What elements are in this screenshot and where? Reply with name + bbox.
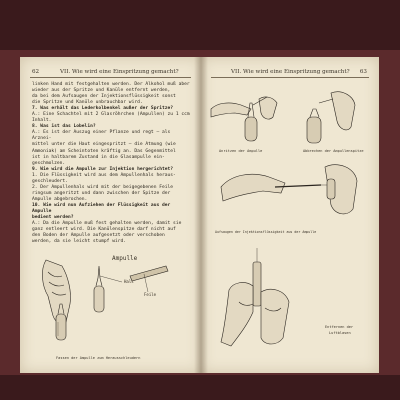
caption-fig2: Abbrechen der Ampullenspitze bbox=[303, 149, 364, 153]
text-line: ist in haltbarem Zustand in die Glasampulle ein- bbox=[32, 154, 165, 160]
label-hals: Hals bbox=[124, 279, 134, 284]
text-line: den Boden der Ampulle aufgesetzt oder verschoben bbox=[32, 233, 165, 239]
caption-fig4-line1: Entfernen der bbox=[325, 325, 354, 329]
left-page bbox=[20, 57, 202, 373]
text-line: A.: Da die Ampulle muß fest gehalten werden, damit sie bbox=[32, 221, 182, 227]
text-line: geschleudert. bbox=[32, 178, 68, 184]
header-rule bbox=[211, 77, 369, 78]
text-line: 9. Wie wird die Ampulle zur Injektion hergerichtet? bbox=[32, 166, 174, 172]
body-text bbox=[32, 82, 191, 245]
ampulle-figure bbox=[26, 252, 196, 362]
aufsaugen-illustration bbox=[215, 157, 365, 227]
right-page bbox=[201, 57, 379, 373]
text-line: 10. Wie wird nun Aufziehen der Flüssigkeit aus der Ampulle bbox=[32, 202, 171, 214]
luftblasen-illustration bbox=[219, 242, 319, 352]
label-feile: Feile bbox=[144, 292, 157, 297]
text-line: Ammoniak) am Scheintoten kräftig an. Das Gegenmittel bbox=[32, 148, 176, 154]
text-line: 7. Was erhält das Lederkolbenkel außer der Spritze? bbox=[32, 106, 174, 112]
text-line: werden, da sie leicht stumpf wird. bbox=[32, 239, 127, 245]
text-line: die Spritze und Kanüle unbrauchbar wird. bbox=[32, 100, 143, 106]
ampulle-illustration bbox=[26, 252, 196, 362]
page-number: 63 bbox=[359, 69, 367, 75]
book-gutter bbox=[194, 57, 208, 373]
text-line: Inhalt. bbox=[32, 118, 52, 124]
abbrechen-illustration bbox=[295, 87, 375, 147]
text-line: 8. Was ist das Lobelin? bbox=[32, 124, 96, 130]
text-line: mittel unter die Haut eingespritzt – die Atmung (wie bbox=[32, 142, 176, 148]
text-line: bedient werden? bbox=[32, 215, 74, 221]
text-line: ringsum angeritzt und dann zwischen der Spitze der bbox=[32, 190, 171, 196]
text-line: 1. Die Flüssigkeit wird aus dem Ampullenhals heraus- bbox=[32, 172, 176, 178]
label-ampulle: Ampulle bbox=[112, 255, 138, 262]
text-line: linken Hand mit festgehalten werden. Der Alkohol muß aber bbox=[32, 82, 190, 87]
anritzen-illustration bbox=[207, 87, 287, 147]
text-line: A.: Eine Schachtel mit 2 Glasröhrchen (Ampullen) zu 1 ccm bbox=[32, 112, 190, 118]
figure-caption: Fassen der Ampulle zum Herausschleudern bbox=[56, 356, 141, 360]
text-line: ganz entleert wird. Die Kanülenspitze darf nicht auf bbox=[32, 227, 176, 233]
text-line: 2. Der Ampullenhals wird mit der beigegebenen Feile bbox=[32, 184, 174, 190]
header-rule bbox=[30, 77, 191, 78]
running-head: VII. Wie wird eine Einspritzung gemacht? bbox=[231, 69, 350, 75]
text-line: geschmolzen. bbox=[32, 160, 66, 166]
text-line: da bei dem Aufsaugen der Injektionsflüssigkeit sonst bbox=[32, 94, 176, 100]
text-line: wieder aus der Spritze und Kanüle entfernt werden, bbox=[32, 88, 171, 94]
text-line: A.: Es ist der Auszug einer Pflanze und regt – als Arznei- bbox=[32, 130, 171, 142]
page-number: 62 bbox=[32, 69, 40, 75]
caption-fig1: Anritzen der Ampulle bbox=[219, 149, 263, 153]
caption-fig3: Aufsaugen der Injektionsflüssigkeit aus der Ampulle bbox=[215, 230, 317, 234]
running-head: VII. Wie wird eine Einspritzung gemacht? bbox=[60, 69, 179, 75]
caption-fig4-line2: Luftblasen bbox=[329, 331, 351, 335]
text-line: Ampulle abgebrochen. bbox=[32, 196, 88, 202]
